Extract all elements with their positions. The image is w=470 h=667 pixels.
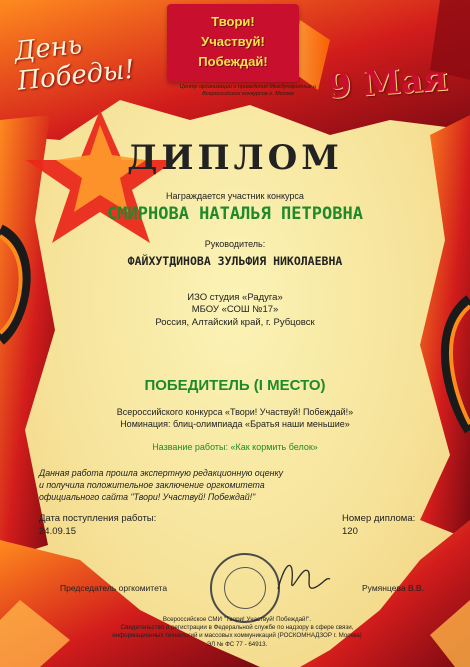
winner-title: ПОБЕДИТЕЛЬ (I МЕСТО): [144, 377, 326, 394]
signature-icon: [272, 553, 332, 605]
footer-line: Всероссийское СМИ "Твори! Участвуй! Побеждай!".: [162, 616, 312, 623]
signer-name: Румянцева В.В.: [362, 583, 425, 593]
footer-line: информационных технологий и массовых коммуникаций (РОСКОМНАДЗОР г. Москва): [112, 632, 362, 639]
chair-label: Председатель оргкомитета: [60, 583, 168, 593]
awarded-caption: Награждается участник конкурса: [166, 191, 304, 201]
footer-line: Свидетельство о регистрации в Федеральной службе по надзору в сфере связи,: [120, 624, 354, 631]
footer-line: ЭЛ № ФС 77 - 64913.: [206, 641, 268, 648]
date-mark: 9 Мая: [326, 58, 449, 107]
review-text: [39, 467, 359, 503]
stamp-icon: [210, 553, 280, 623]
diploma-number-value: 120: [342, 526, 358, 537]
organization-line: МБОУ «СОШ №17»: [191, 304, 279, 315]
organizer-text: Центр организации и проведения Международных и Всероссийских конкурсов г. Москва: [179, 84, 317, 97]
banner-line: Твори!: [211, 14, 255, 29]
organization-line: ИЗО студия «Радуга»: [187, 292, 283, 303]
received-date-value: 24.09.15: [39, 526, 76, 537]
review-line: официального сайта "Твори! Участвуй! Побеждай!": [39, 492, 256, 502]
holiday-script-title: День Победы!: [12, 29, 137, 97]
supervisor-name: ФАЙХУТДИНОВА ЗУЛЬФИЯ НИКОЛАЕВНА: [127, 254, 343, 268]
stamp-inner-ring: [224, 567, 266, 609]
diploma-number-label: Номер диплома:: [342, 513, 416, 524]
supervisor-caption: Руководитель:: [204, 239, 266, 249]
contest-line: Всероссийского конкурса «Твори! Участвуй! Побеждай!»: [116, 407, 354, 417]
banner-line: Участвуй!: [201, 34, 265, 49]
nomination-line: Номинация: блиц-олимпиада «Братья наши меньшие»: [120, 419, 350, 429]
banner-line: Побеждай!: [198, 54, 268, 69]
diploma-title: ДИПЛОМ: [127, 138, 343, 178]
participant-name: СМИРНОВА НАТАЛЬЯ ПЕТРОВНА: [107, 204, 363, 224]
organization-line: Россия, Алтайский край, г. Рубцовск: [155, 317, 315, 328]
received-date-label: Дата поступления работы:: [39, 513, 157, 524]
work-title: Название работы: «Как кормить белок»: [152, 442, 318, 452]
review-line: и получила положительное заключение оргкомитета: [39, 480, 265, 490]
review-line: Данная работа прошла экспертную редакционную оценку: [39, 468, 284, 478]
